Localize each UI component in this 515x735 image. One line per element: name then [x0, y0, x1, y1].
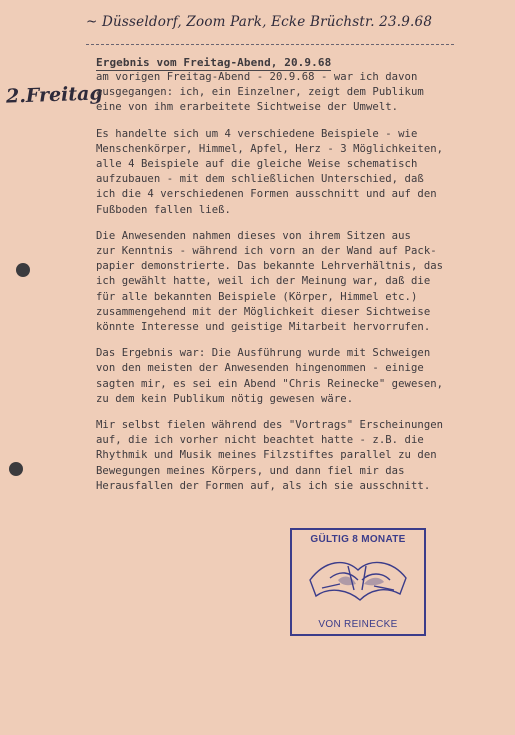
text-line: sagten mir, es sei ein Abend "Chris Reinecke" gewesen, — [96, 377, 444, 390]
document-title: Ergebnis vom Freitag-Abend, 20.9.68 — [96, 56, 332, 69]
text-line: von den meisten der Anwesenden hingenommen - einige — [96, 362, 424, 375]
text-line: eine von ihm erarbeitete Sichtweise der Umwelt. — [96, 101, 399, 114]
text-line: Die Anwesenden nahmen dieses von ihrem Sitzen aus — [96, 229, 411, 242]
stamp-top-text: GÜLTIG 8 MONATE — [310, 534, 406, 545]
text-line: für alle bekannten Beispiele (Körper, Himmel etc.) — [96, 290, 418, 303]
paragraph-1 — [96, 70, 456, 116]
document-body — [96, 70, 456, 505]
paragraph-2 — [96, 127, 456, 218]
text-line: Fußboden fallen ließ. — [96, 203, 231, 216]
text-line: Herausfallen der Formen auf, als ich sie ausschnitt. — [96, 479, 431, 492]
text-line: Rhythmik und Musik meines Filzstiftes parallel zu den — [96, 449, 437, 462]
text-line: Bewegungen meines Körpers, und dann fiel mir das — [96, 464, 405, 477]
text-line: am vorigen Freitag-Abend - 20.9.68 - war ich davon — [96, 71, 418, 83]
handwritten-header-note: ~ Düsseldorf, Zoom Park, Ecke Brüchstr. 23.9.68 — [86, 14, 433, 30]
text-line: Das Ergebnis war: Die Ausführung wurde mit Schweigen — [96, 347, 431, 360]
stamp-bottom-text: VON REINECKE — [318, 619, 398, 630]
paragraph-5 — [96, 418, 456, 494]
text-line: auf, die ich vorher nicht beachtet hatte - z.B. die — [96, 434, 424, 447]
punch-hole-top — [16, 263, 30, 277]
text-line: zu dem kein Publikum nötig gewesen wäre. — [96, 392, 354, 405]
text-line: zusammengehend mit der Möglichkeit dieser Sichtweise — [96, 305, 431, 318]
paragraph-3 — [96, 229, 456, 335]
paragraph-4 — [96, 346, 456, 407]
text-line: zur Kenntnis - während ich vorn an der Wand auf Pack- — [96, 245, 437, 258]
text-line: ich die 4 verschiedenen Formen ausschnitt und auf den — [96, 188, 437, 201]
text-line: aufzubauen - mit dem schließlichen Unterschied, daß — [96, 173, 424, 186]
validity-stamp — [290, 528, 426, 636]
text-line: ausgegangen: ich, ein Einzelner, zeigt dem Publikum — [96, 86, 424, 99]
text-line: Menschenkörper, Himmel, Apfel, Herz - 3 Möglichkeiten, — [96, 142, 444, 155]
handwritten-margin-note: 2.Freitag — [5, 82, 104, 108]
text-line: papier demonstrierte. Das bekannte Lehrverhältnis, das — [96, 260, 444, 273]
text-line: alle 4 Beispiele auf die gleiche Weise schematisch — [96, 158, 418, 171]
stamp-shape-icon — [300, 550, 416, 610]
text-line: Mir selbst fielen während des "Vortrags" Erscheinungen — [96, 419, 444, 432]
dashed-divider — [86, 44, 454, 45]
punch-hole-bottom — [9, 462, 23, 476]
text-line: ich gewählt hatte, weil ich der Meinung war, daß die — [96, 275, 431, 288]
text-line: könnte Interesse und geistige Mitarbeit hervorrufen. — [96, 321, 431, 334]
text-line: Es handelte sich um 4 verschiedene Beispiele - wie — [96, 127, 418, 140]
